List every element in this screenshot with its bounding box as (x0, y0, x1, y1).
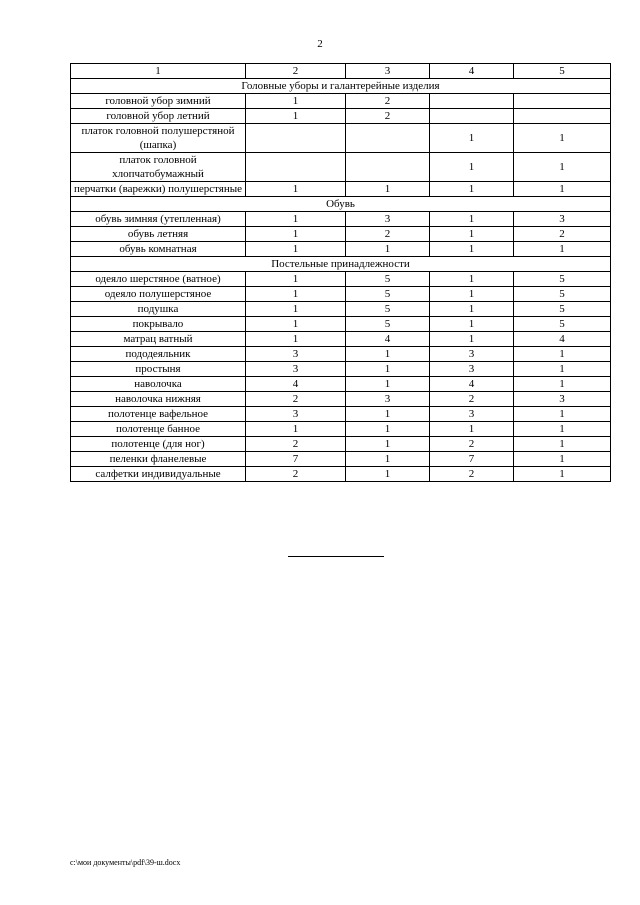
value-cell: 1 (346, 377, 430, 392)
value-cell: 1 (430, 212, 514, 227)
value-cell: 1 (346, 347, 430, 362)
value-cell: 1 (430, 124, 514, 153)
value-cell: 1 (346, 407, 430, 422)
value-cell: 2 (346, 227, 430, 242)
table-row (71, 242, 611, 257)
section-header-row (71, 197, 611, 212)
item-name-cell: простыня (71, 362, 246, 377)
value-cell: 1 (430, 287, 514, 302)
value-cell (514, 94, 611, 109)
value-cell: 3 (346, 212, 430, 227)
value-cell (246, 124, 346, 153)
value-cell: 2 (346, 94, 430, 109)
value-cell: 1 (514, 437, 611, 452)
value-cell: 1 (430, 242, 514, 257)
value-cell: 1 (514, 153, 611, 182)
value-cell: 2 (430, 437, 514, 452)
item-name-cell: полотенце вафельное (71, 407, 246, 422)
value-cell: 1 (430, 422, 514, 437)
value-cell: 3 (346, 392, 430, 407)
value-cell: 5 (514, 317, 611, 332)
value-cell: 1 (346, 467, 430, 482)
value-cell: 2 (430, 467, 514, 482)
table-row (71, 94, 611, 109)
item-name-cell: пододеяльник (71, 347, 246, 362)
value-cell: 1 (246, 287, 346, 302)
value-cell: 3 (246, 362, 346, 377)
value-cell: 1 (514, 422, 611, 437)
section-title: Головные уборы и галантерейные изделия (71, 79, 611, 94)
table-row (71, 287, 611, 302)
value-cell: 1 (514, 377, 611, 392)
value-cell: 4 (346, 332, 430, 347)
value-cell: 1 (430, 153, 514, 182)
value-cell: 5 (514, 272, 611, 287)
value-cell: 2 (246, 392, 346, 407)
value-cell: 3 (514, 212, 611, 227)
item-name-cell: перчатки (варежки) полушерстяные (71, 182, 246, 197)
item-name-cell: пеленки фланелевые (71, 452, 246, 467)
value-cell: 3 (430, 407, 514, 422)
value-cell: 1 (246, 422, 346, 437)
value-cell: 7 (246, 452, 346, 467)
item-name-cell: покрывало (71, 317, 246, 332)
item-name-cell: обувь летняя (71, 227, 246, 242)
value-cell: 1 (430, 302, 514, 317)
item-name-cell: полотенце банное (71, 422, 246, 437)
value-cell: 1 (514, 407, 611, 422)
table-body (71, 64, 611, 482)
item-name-cell: головной убор летний (71, 109, 246, 124)
value-cell: 5 (514, 302, 611, 317)
value-cell: 3 (430, 347, 514, 362)
table-row (71, 332, 611, 347)
item-name-cell: платок головной полушерстяной (шапка) (71, 124, 246, 153)
value-cell: 2 (246, 467, 346, 482)
value-cell: 2 (346, 109, 430, 124)
value-cell: 1 (514, 347, 611, 362)
value-cell: 3 (514, 392, 611, 407)
section-title: Обувь (71, 197, 611, 212)
value-cell: 5 (346, 272, 430, 287)
section-title: Постельные принадлежности (71, 257, 611, 272)
value-cell: 4 (430, 377, 514, 392)
item-name-cell: матрац ватный (71, 332, 246, 347)
value-cell: 2 (246, 437, 346, 452)
value-cell: 1 (346, 452, 430, 467)
table-row (71, 302, 611, 317)
item-name-cell: салфетки индивидуальные (71, 467, 246, 482)
value-cell: 1 (514, 182, 611, 197)
value-cell: 5 (346, 287, 430, 302)
value-cell (430, 109, 514, 124)
table-row (71, 422, 611, 437)
table-row (71, 153, 611, 182)
item-name-cell: полотенце (для ног) (71, 437, 246, 452)
table-row (71, 109, 611, 124)
value-cell: 1 (246, 272, 346, 287)
value-cell: 1 (246, 227, 346, 242)
value-cell: 1 (514, 242, 611, 257)
value-cell: 7 (430, 452, 514, 467)
value-cell: 1 (246, 109, 346, 124)
item-name-cell: одеяло полушерстяное (71, 287, 246, 302)
value-cell: 4 (246, 377, 346, 392)
value-cell: 1 (430, 332, 514, 347)
item-name-cell: одеяло шерстяное (ватное) (71, 272, 246, 287)
value-cell (346, 124, 430, 153)
value-cell: 1 (246, 182, 346, 197)
value-cell: 1 (514, 452, 611, 467)
value-cell: 1 (346, 437, 430, 452)
item-name-cell: головной убор зимний (71, 94, 246, 109)
table-row (71, 467, 611, 482)
footer-file-path: c:\мои документы\pdf\39-ш.docx (70, 858, 181, 867)
value-cell: 1 (514, 362, 611, 377)
table-row (71, 272, 611, 287)
value-cell: 1 (346, 242, 430, 257)
header-cell: 2 (246, 64, 346, 79)
value-cell: 3 (246, 407, 346, 422)
value-cell: 1 (514, 467, 611, 482)
table-row (71, 182, 611, 197)
value-cell: 1 (346, 422, 430, 437)
item-name-cell: наволочка (71, 377, 246, 392)
value-cell (346, 153, 430, 182)
value-cell: 1 (430, 227, 514, 242)
value-cell: 1 (246, 242, 346, 257)
value-cell: 1 (246, 94, 346, 109)
header-cell: 4 (430, 64, 514, 79)
value-cell: 1 (346, 362, 430, 377)
value-cell: 1 (246, 302, 346, 317)
norms-table (70, 63, 611, 482)
item-name-cell: подушка (71, 302, 246, 317)
table-row (71, 437, 611, 452)
item-name-cell: наволочка нижняя (71, 392, 246, 407)
item-name-cell: обувь комнатная (71, 242, 246, 257)
value-cell: 1 (430, 182, 514, 197)
value-cell: 5 (346, 302, 430, 317)
item-name-cell: обувь зимняя (утепленная) (71, 212, 246, 227)
value-cell: 1 (514, 124, 611, 153)
value-cell (246, 153, 346, 182)
table-row (71, 227, 611, 242)
table-row (71, 407, 611, 422)
value-cell: 1 (430, 272, 514, 287)
header-cell: 1 (71, 64, 246, 79)
table-header-row (71, 64, 611, 79)
table-row (71, 452, 611, 467)
value-cell: 4 (514, 332, 611, 347)
value-cell: 5 (514, 287, 611, 302)
value-cell (430, 94, 514, 109)
table-row (71, 212, 611, 227)
value-cell: 1 (246, 212, 346, 227)
table-row (71, 347, 611, 362)
header-cell: 3 (346, 64, 430, 79)
section-header-row (71, 79, 611, 94)
value-cell: 2 (514, 227, 611, 242)
table-row (71, 317, 611, 332)
value-cell: 2 (430, 392, 514, 407)
table-row (71, 392, 611, 407)
value-cell: 5 (346, 317, 430, 332)
end-divider-line (288, 556, 384, 557)
value-cell: 1 (246, 332, 346, 347)
value-cell: 1 (430, 317, 514, 332)
table-row (71, 362, 611, 377)
item-name-cell: платок головной хлопчатобумажный (71, 153, 246, 182)
header-cell: 5 (514, 64, 611, 79)
value-cell: 1 (346, 182, 430, 197)
page-number: 2 (317, 38, 323, 50)
section-header-row (71, 257, 611, 272)
table-row (71, 377, 611, 392)
table-row (71, 124, 611, 153)
value-cell: 1 (246, 317, 346, 332)
value-cell (514, 109, 611, 124)
value-cell: 3 (246, 347, 346, 362)
value-cell: 3 (430, 362, 514, 377)
